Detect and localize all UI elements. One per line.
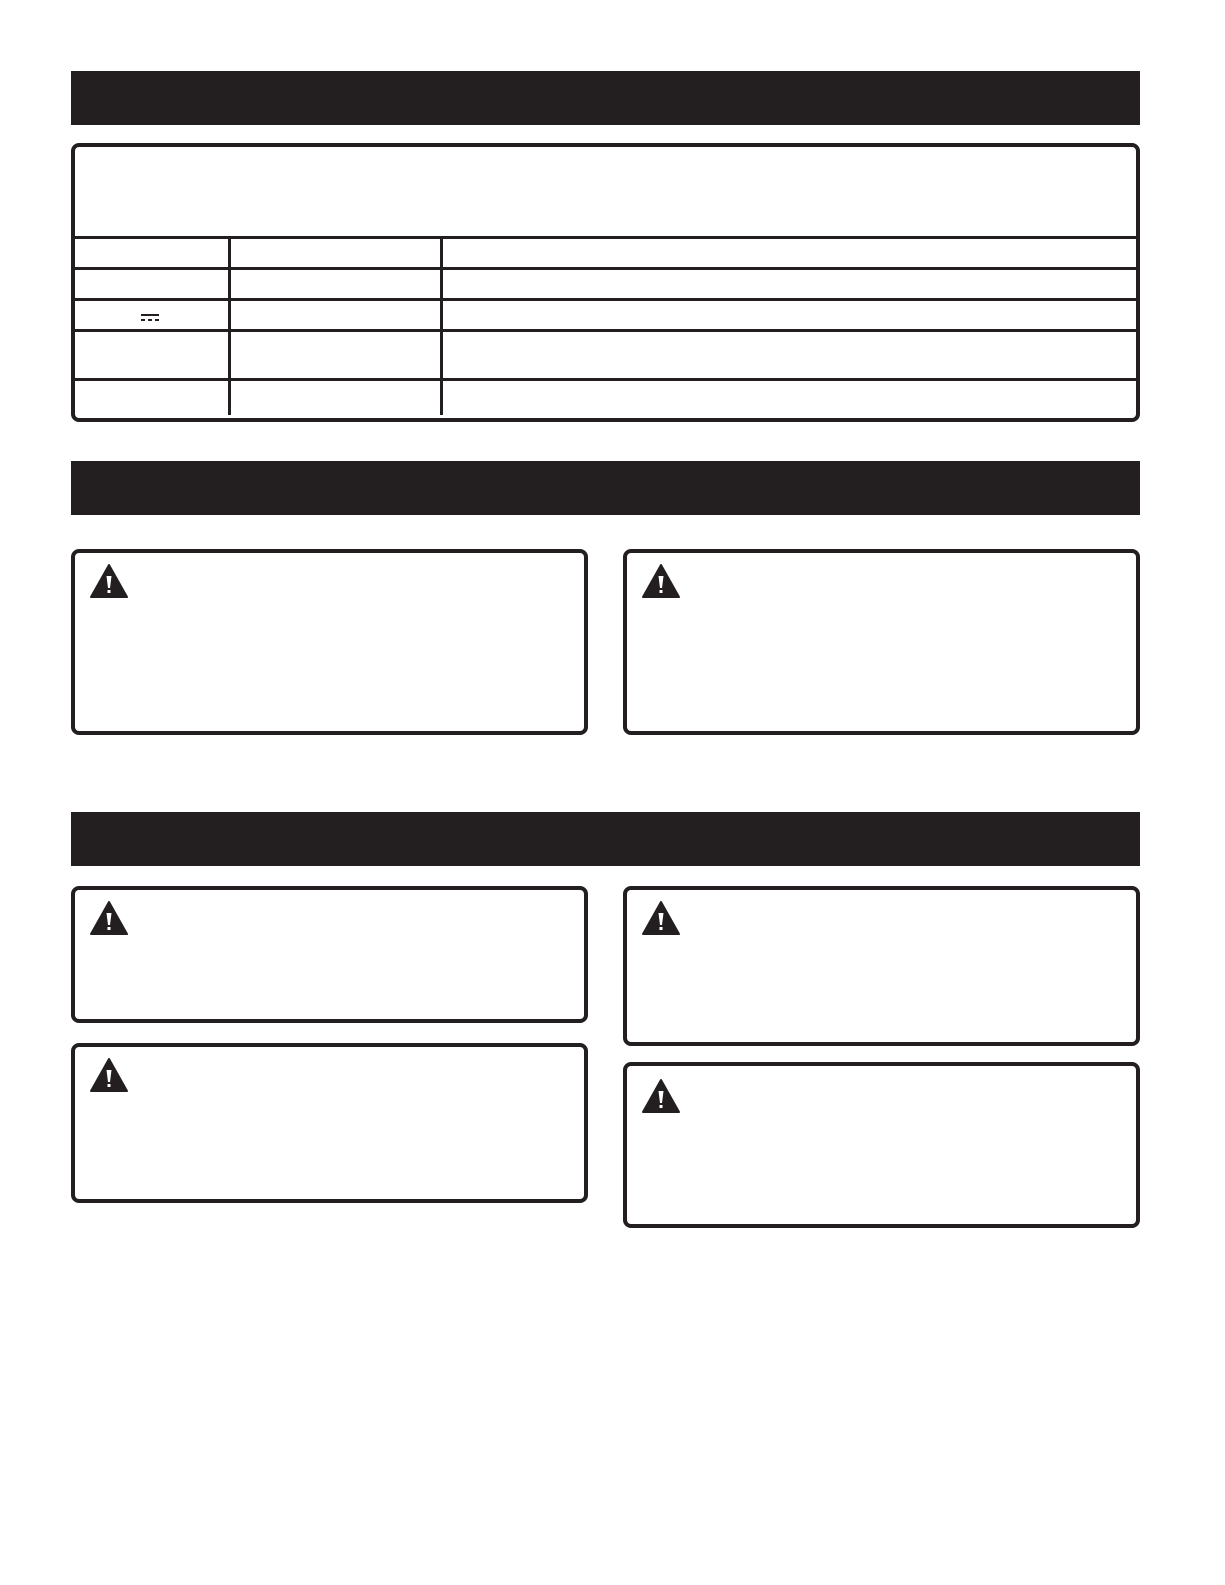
symbols-table (75, 236, 1136, 415)
table-cell (75, 269, 229, 300)
table-cell (229, 238, 441, 269)
table-row (75, 331, 1136, 380)
table-cell (229, 380, 441, 416)
symbols-table-box (71, 143, 1140, 422)
table-cell (229, 331, 441, 380)
warning-triangle-icon (89, 563, 129, 599)
warning-box (71, 1043, 588, 1203)
table-cell (229, 300, 441, 331)
table-cell (75, 380, 229, 416)
table-row (75, 269, 1136, 300)
table-cell (441, 331, 1136, 380)
warning-triangle-icon (89, 1057, 129, 1093)
warning-triangle-icon (641, 900, 681, 936)
warning-box (71, 886, 588, 1023)
table-cell (75, 331, 229, 380)
table-cell (75, 238, 229, 269)
table-cell (441, 300, 1136, 331)
warning-box (623, 886, 1140, 1046)
table-row (75, 380, 1136, 416)
table-cell (229, 269, 441, 300)
table-row (75, 300, 1136, 331)
direct-current-symbol-icon (141, 313, 159, 323)
table-cell (75, 300, 229, 331)
section-header-bar-2 (71, 461, 1140, 515)
table-cell (441, 238, 1136, 269)
table-row (75, 238, 1136, 269)
table-cell (441, 269, 1136, 300)
section-header-bar-3 (71, 812, 1140, 866)
table-cell (441, 380, 1136, 416)
warning-box (623, 549, 1140, 735)
warning-triangle-icon (641, 1078, 681, 1114)
warning-box (623, 1062, 1140, 1228)
warning-box (71, 549, 588, 735)
warning-triangle-icon (641, 563, 681, 599)
section-header-bar-1 (71, 71, 1140, 125)
warning-triangle-icon (89, 900, 129, 936)
